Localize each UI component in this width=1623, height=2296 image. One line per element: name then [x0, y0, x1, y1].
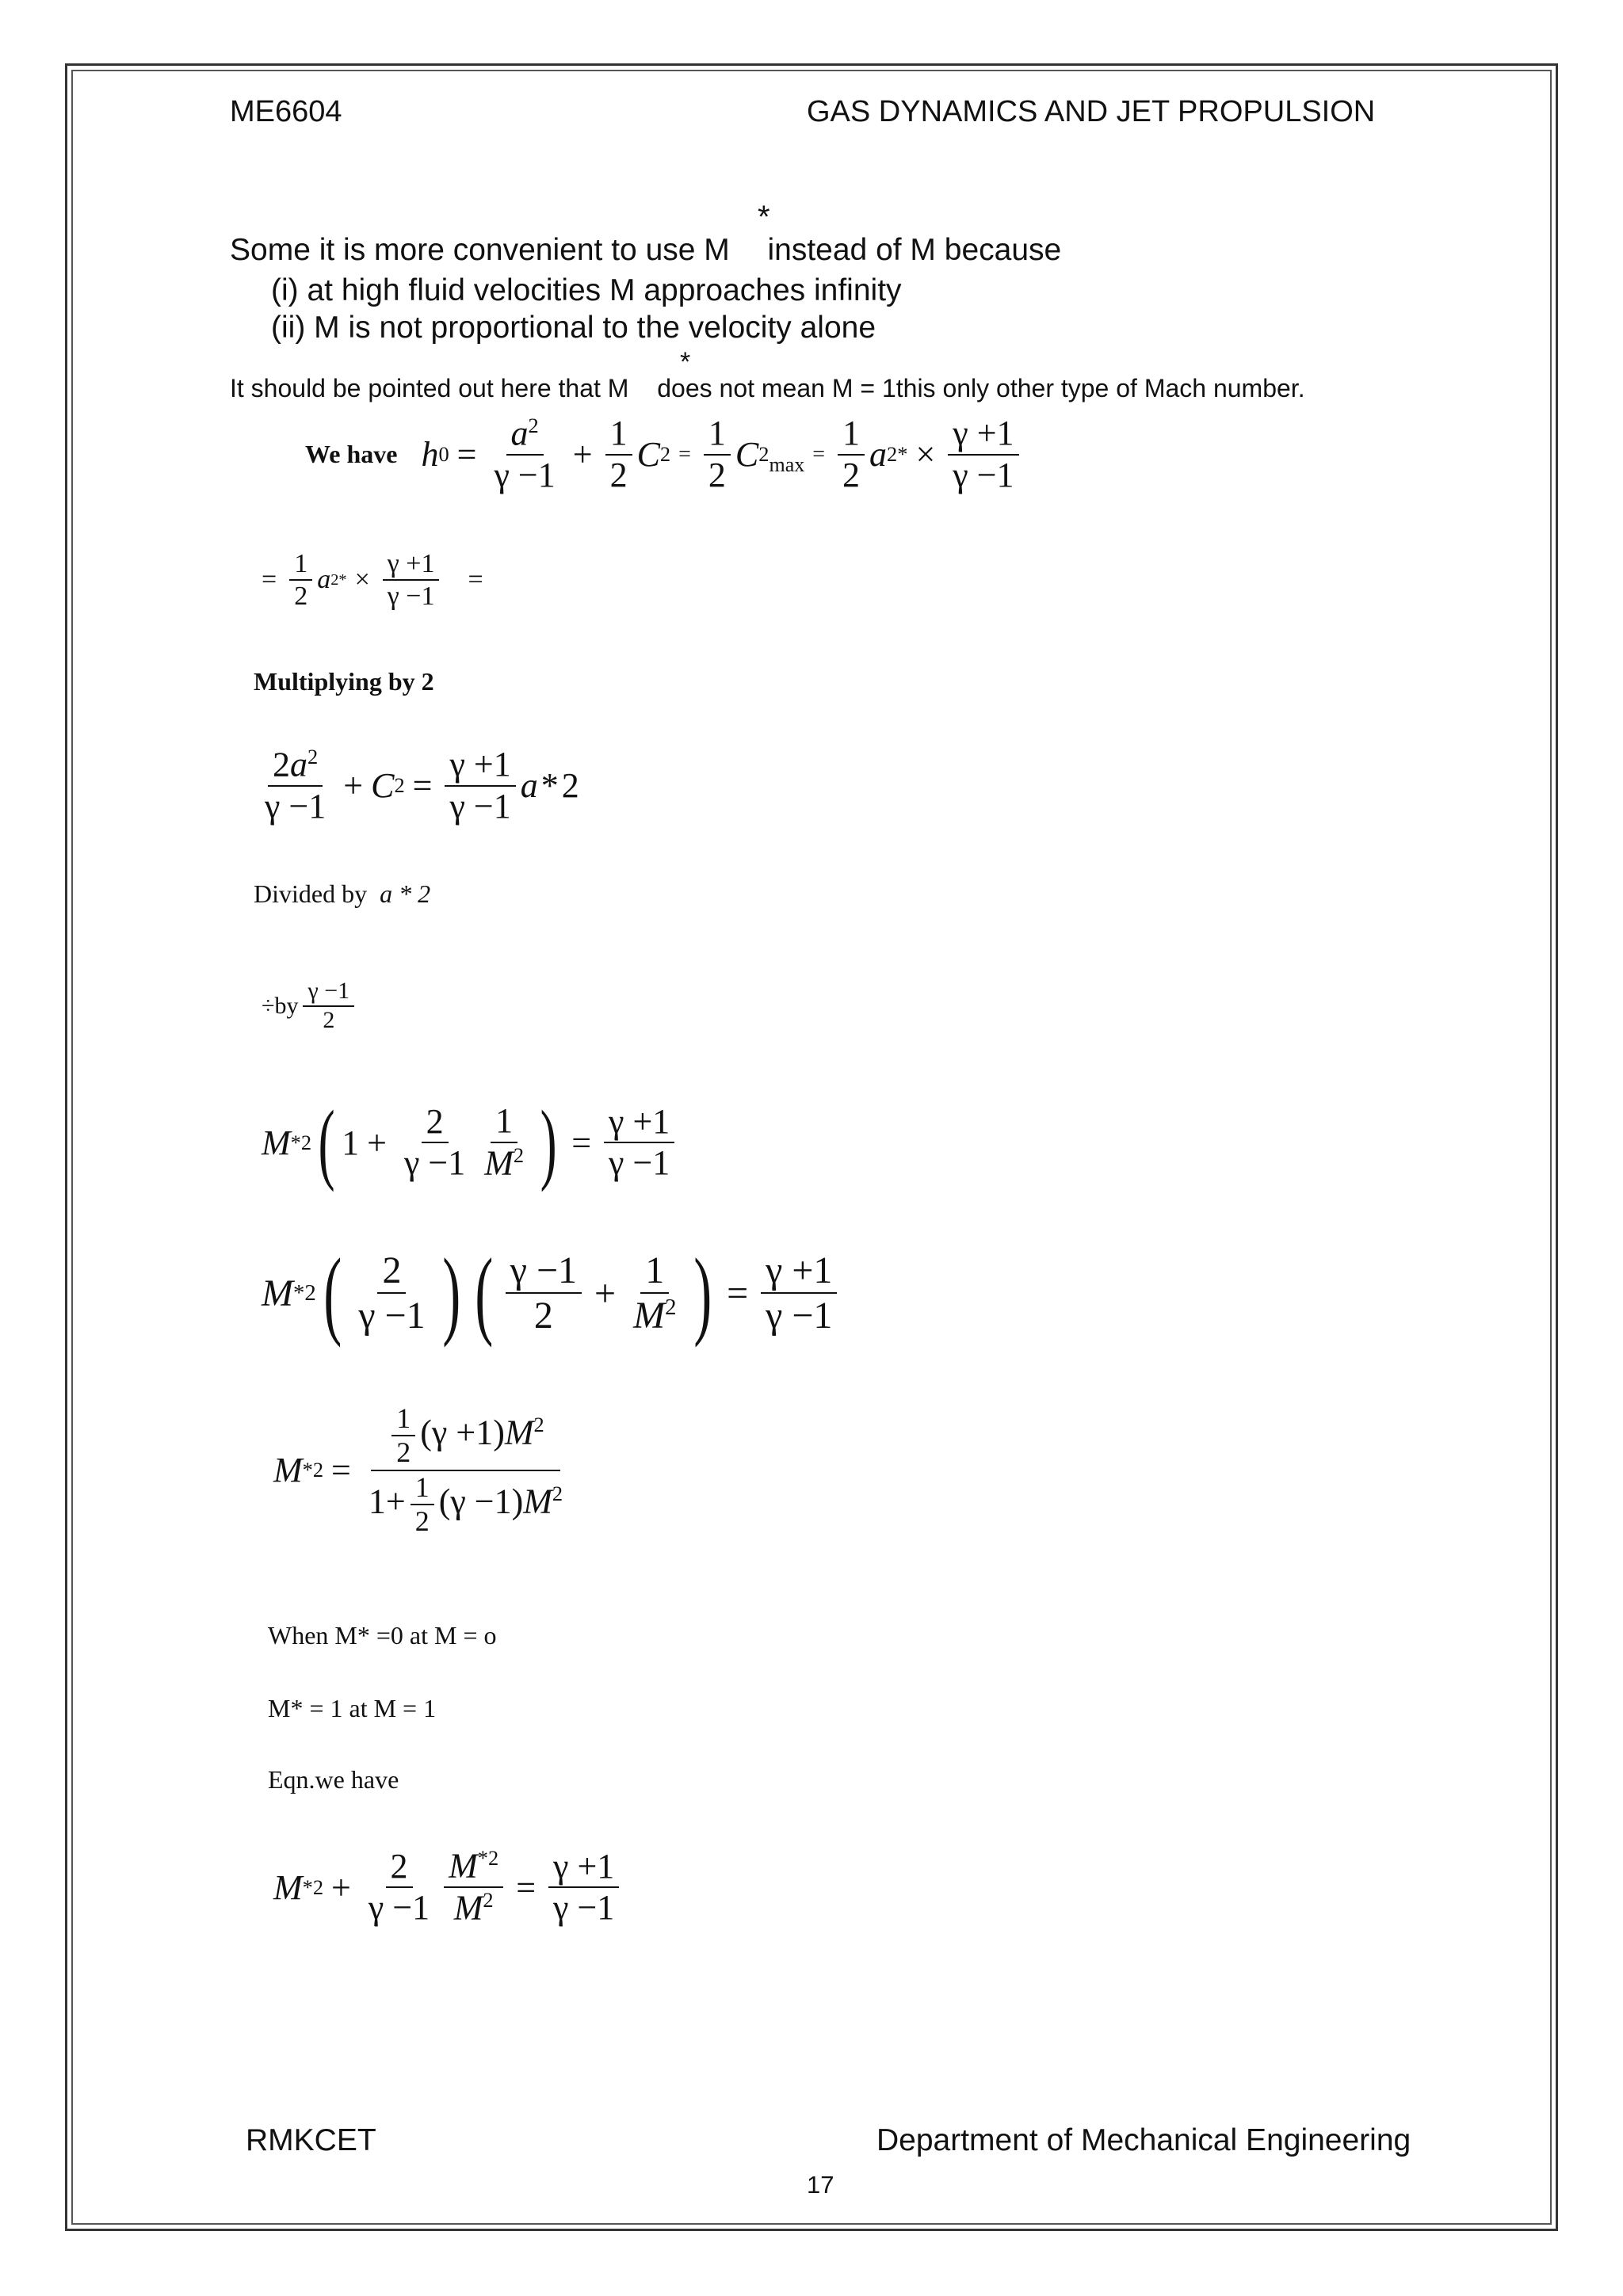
footer-department: Department of Mechanical Engineering	[876, 2123, 1411, 2157]
divided-by-label	[254, 879, 430, 909]
equation-mstar-form2: M *2 ( $\frac{2}{\gamma -1}$ ) ( $\frac{\gamma -1}{2}$ + $\frac{1}{M^2}$ ) = $\frac{\gamma +1}{\gamma -1}$	[262, 1244, 842, 1343]
when-mstar-one: M* = 1 at M = 1	[268, 1694, 437, 1722]
equation-final: M *2 + $\frac{2}{\gamma -1}$ $\frac{M^{*2}}{M^2}$ = $\frac{\gamma +1}{\gamma -1}$	[273, 1846, 624, 1929]
equation-continuation: = $\frac{1}{2}$ a 2* × $\frac{\gamma +1}{\gamma -1}$ =	[262, 549, 483, 612]
point-two: (ii) M is not proportional to the velocity alone	[271, 311, 876, 345]
equation-multiplied: $\frac{2a^2}{\gamma -1}$ + C 2 = $\frac{\gamma +1}{\gamma -1}$ a * 2	[265, 745, 579, 826]
eqn-we-have-label: Eqn.we have	[268, 1765, 399, 1794]
note-line	[230, 374, 1305, 403]
multiplying-label: Multiplying by 2	[254, 667, 434, 696]
divided-by-value: a * 2	[380, 879, 431, 908]
note-line-start: It should be pointed out here that M	[230, 374, 629, 402]
divided-by-text: Divided by	[254, 879, 368, 908]
footer-institution: RMKCET	[246, 2123, 376, 2157]
intro-line	[230, 233, 1061, 268]
divide-by-fraction: ÷by $\frac{\gamma -1}{2}$	[262, 978, 359, 1034]
course-code: ME6604	[230, 95, 342, 128]
when-mstar-zero: When M* =0 at M = o	[268, 1621, 497, 1650]
equation-stagnation-enthalpy: We have h 0 = $\frac{a^2}{\gamma -1}$ + $\frac{1}{2}$ C 2 = $\frac{1}{2}$ C 2 max = $\frac{1}{2}$ a 2* × $\frac{\gamma +1}{\gamma -1}$	[305, 414, 1024, 496]
note-mstar-superscript: *	[680, 347, 691, 377]
mstar-superscript: *	[758, 200, 770, 235]
note-line-end: does not mean M = 1this only other type of Mach number.	[657, 374, 1305, 402]
equation-mstar-result: M *2 = $\frac{1}{2}$ $(\gamma +1)M^2$ 1+ $\frac{1}{2}$ $(\gamma -1)M^2$	[273, 1402, 563, 1538]
intro-line-end: instead of M because	[767, 233, 1062, 267]
page-number: 17	[807, 2171, 834, 2199]
equation-mstar-form1: M *2 ( 1 + $\frac{2}{\gamma -1}$ $\frac{1}{M^2}$ ) = $\frac{\gamma +1}{\gamma -1}$	[262, 1097, 679, 1188]
course-title: GAS DYNAMICS AND JET PROPULSION	[807, 95, 1376, 128]
we-have-label: We have	[305, 440, 398, 469]
intro-line-start: Some it is more convenient to use M	[230, 233, 730, 267]
divide-symbol: ÷by	[262, 992, 299, 1019]
point-one: (i) at high fluid velocities M approaches infinity	[271, 273, 902, 307]
